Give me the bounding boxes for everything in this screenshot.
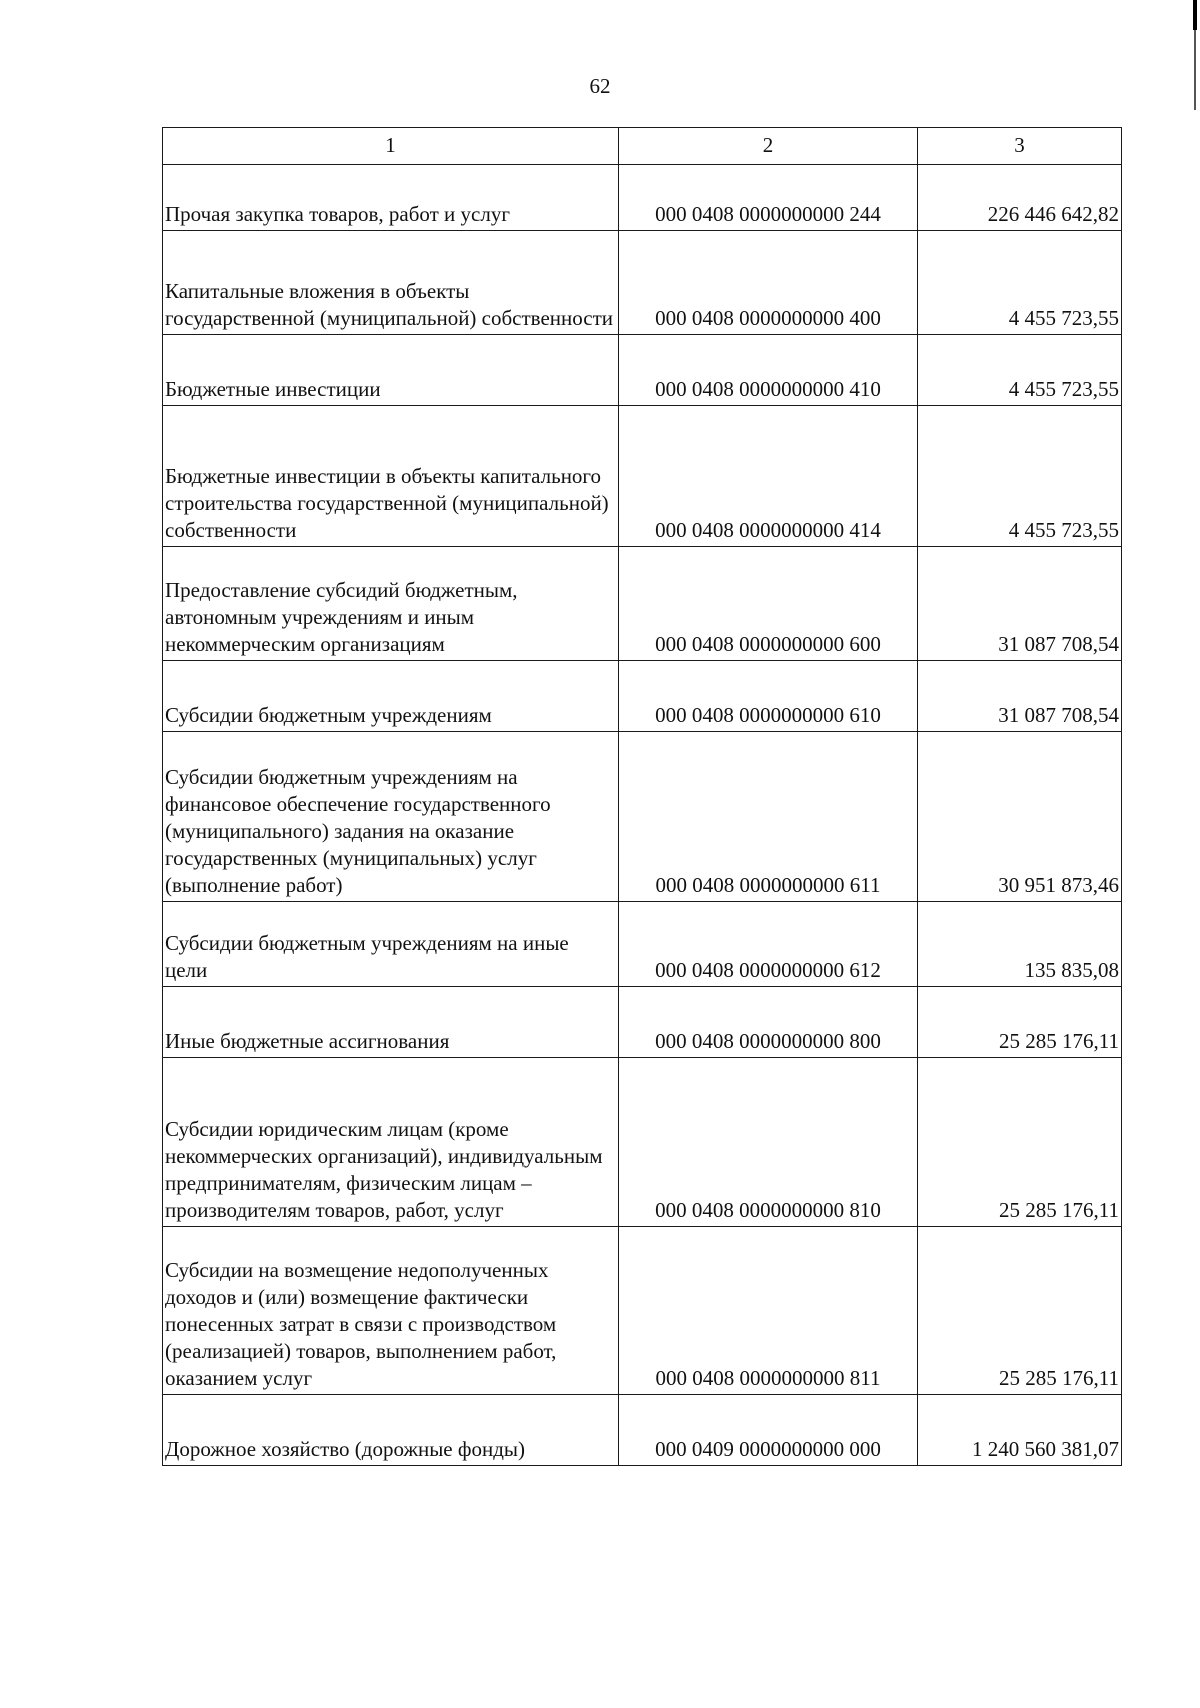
column-header: 2: [619, 128, 918, 165]
table-row: [163, 1395, 1122, 1466]
row-name: Субсидии бюджетным учреждениям на финансовое обеспечение государственного (муниципального) задания на оказание государственных (муниципальных) услуг (выполнение работ): [163, 732, 619, 902]
row-name: Прочая закупка товаров, работ и услуг: [163, 165, 619, 231]
row-amount: 25 285 176,11: [918, 1058, 1122, 1227]
row-name: Субсидии юридическим лицам (кроме некоммерческих организаций), индивидуальным предпринимателям, физическим лицам – производителям товаров, работ, услуг: [163, 1058, 619, 1227]
row-code: 000 0408 0000000000 611: [619, 732, 918, 902]
row-amount: 135 835,08: [918, 902, 1122, 987]
row-code: 000 0408 0000000000 400: [619, 231, 918, 335]
row-name: Капитальные вложения в объекты государственной (муниципальной) собственности: [163, 231, 619, 335]
column-header: 3: [918, 128, 1122, 165]
table-row: [163, 335, 1122, 406]
row-amount: 31 087 708,54: [918, 547, 1122, 661]
column-header: 1: [163, 128, 619, 165]
row-amount: 4 455 723,55: [918, 335, 1122, 406]
table-row: [163, 231, 1122, 335]
row-name: Субсидии бюджетным учреждениям: [163, 661, 619, 732]
row-amount: 31 087 708,54: [918, 661, 1122, 732]
row-name: Дорожное хозяйство (дорожные фонды): [163, 1395, 619, 1466]
table-header-row: [163, 128, 1122, 165]
row-code: 000 0408 0000000000 810: [619, 1058, 918, 1227]
row-name: Бюджетные инвестиции: [163, 335, 619, 406]
row-code: 000 0408 0000000000 410: [619, 335, 918, 406]
row-code: 000 0409 0000000000 000: [619, 1395, 918, 1466]
row-amount: 4 455 723,55: [918, 406, 1122, 547]
table-row: [163, 165, 1122, 231]
row-code: 000 0408 0000000000 800: [619, 987, 918, 1058]
row-name: Субсидии на возмещение недополученных доходов и (или) возмещение фактически понесенных затрат в связи с производством (реализацией) товаров, выполнением работ, оказанием услуг: [163, 1227, 619, 1395]
row-amount: 30 951 873,46: [918, 732, 1122, 902]
row-amount: 1 240 560 381,07: [918, 1395, 1122, 1466]
table-row: [163, 732, 1122, 902]
row-amount: 4 455 723,55: [918, 231, 1122, 335]
row-amount: 226 446 642,82: [918, 165, 1122, 231]
page-number: 62: [589, 74, 611, 98]
scan-edge-mark: [1193, 0, 1197, 30]
row-code: 000 0408 0000000000 610: [619, 661, 918, 732]
row-code: 000 0408 0000000000 811: [619, 1227, 918, 1395]
table-row: [163, 902, 1122, 987]
table-row: [163, 406, 1122, 547]
table-row: [163, 547, 1122, 661]
row-code: 000 0408 0000000000 244: [619, 165, 918, 231]
table-row: [163, 661, 1122, 732]
table-row: [163, 987, 1122, 1058]
row-code: 000 0408 0000000000 612: [619, 902, 918, 987]
row-code: 000 0408 0000000000 600: [619, 547, 918, 661]
row-name: Бюджетные инвестиции в объекты капитального строительства государственной (муниципальной) собственности: [163, 406, 619, 547]
table-row: [163, 1058, 1122, 1227]
row-code: 000 0408 0000000000 414: [619, 406, 918, 547]
budget-table: [162, 127, 1122, 1466]
row-amount: 25 285 176,11: [918, 1227, 1122, 1395]
row-name: Иные бюджетные ассигнования: [163, 987, 619, 1058]
row-name: Предоставление субсидий бюджетным, автономным учреждениям и иным некоммерческим организациям: [163, 547, 619, 661]
row-amount: 25 285 176,11: [918, 987, 1122, 1058]
row-name: Субсидии бюджетным учреждениям на иные цели: [163, 902, 619, 987]
table-row: [163, 1227, 1122, 1395]
